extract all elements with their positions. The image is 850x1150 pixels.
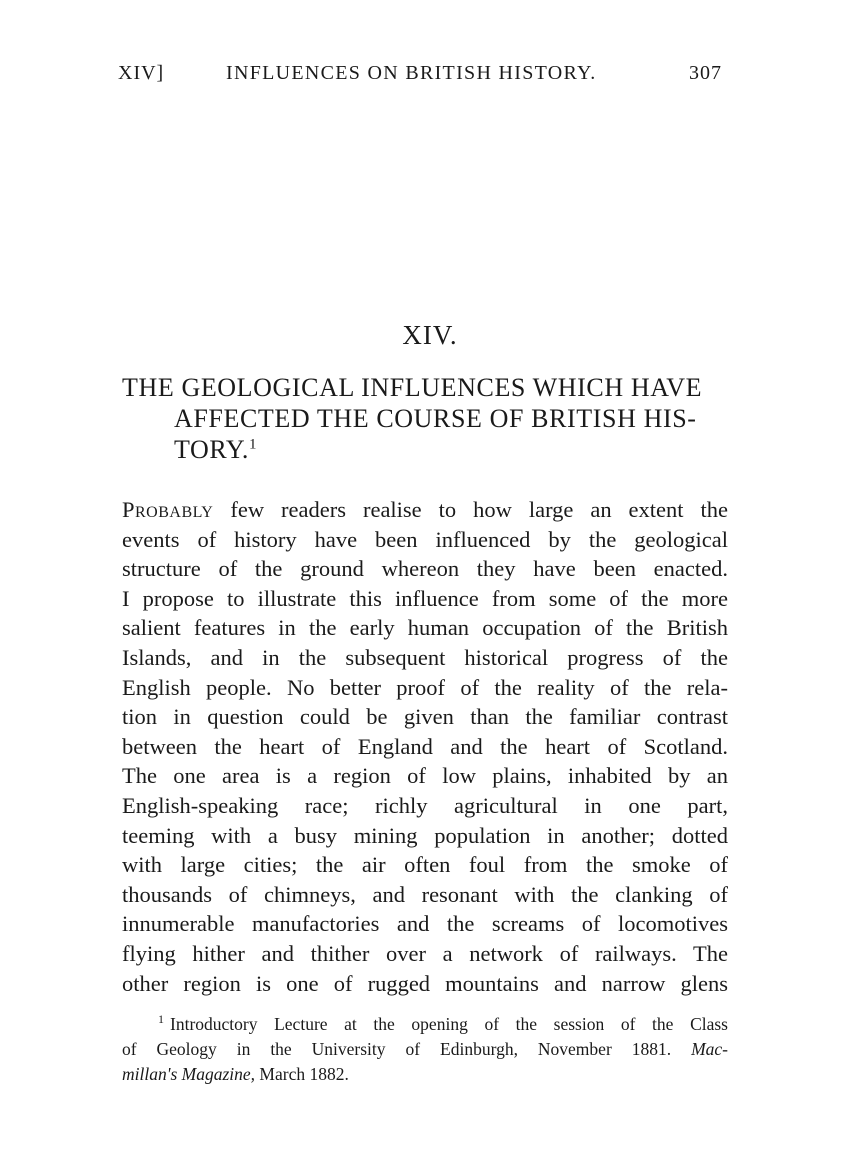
chapter-title-text: TORY. — [174, 435, 250, 464]
lead-word: Probably — [122, 497, 214, 522]
body-line: I propose to illustrate this influence from some of the more — [122, 585, 728, 611]
body-line-text: few readers realise to how large an extent the — [213, 497, 728, 522]
body-line: other region is one of rugged mountains and narrow glens — [122, 970, 728, 996]
body-line: with large cities; the air often foul from the smoke of — [122, 852, 728, 878]
footnote-line — [122, 1037, 728, 1062]
body-line: thousands of chimneys, and resonant with the clanking of — [122, 881, 728, 907]
footnote-italic: Mac- — [691, 1039, 728, 1059]
body-line: teeming with a busy mining population in another; dotted — [122, 822, 728, 848]
footnote-line — [122, 1012, 728, 1037]
chapter-number: XIV. — [402, 320, 458, 350]
footnote-reference: 1 — [249, 436, 258, 453]
running-head — [118, 62, 730, 92]
body-line: salient features in the early human occupation of the British — [122, 615, 728, 641]
body-paragraph — [122, 495, 728, 998]
body-line: innumerable manufactories and the screams of locomotives — [122, 911, 728, 937]
chapter-title — [122, 372, 732, 465]
body-line: English-speaking race; richly agricultural in one part, — [122, 792, 728, 818]
footnote-text: Introductory Lecture at the opening of the session of the Class — [170, 1014, 728, 1034]
footnote-text: March 1882. — [255, 1064, 349, 1084]
body-line: Islands, and in the subsequent historical progress of the — [122, 644, 728, 670]
footnote-mark: 1 — [158, 1012, 164, 1027]
chapter-title-line: AFFECTED THE COURSE OF BRITISH HIS- — [174, 404, 697, 433]
body-line: structure of the ground whereon they have been enacted. — [122, 556, 728, 582]
footnote-line — [122, 1062, 728, 1087]
footnote-text: of Geology in the University of Edinburgh, November 1881. — [122, 1039, 672, 1059]
running-head-title: INFLUENCES ON BRITISH HISTORY. — [226, 62, 597, 84]
body-line: between the heart of England and the heart of Scotland. — [122, 733, 728, 759]
chapter-title-line: THE GEOLOGICAL INFLUENCES WHICH HAVE — [122, 373, 703, 402]
page-number: 307 — [689, 62, 722, 84]
body-line: The one area is a region of low plains, inhabited by an — [122, 763, 728, 789]
chapter-title-line — [122, 434, 732, 465]
body-line: tion in question could be given than the familiar contrast — [122, 704, 728, 730]
body-line: events of history have been influenced by the geological — [122, 526, 728, 552]
body-line — [122, 495, 728, 525]
footnote-italic: millan's Magazine, — [122, 1064, 256, 1084]
body-line: English people. No better proof of the reality of the rela- — [122, 674, 728, 700]
body-line: flying hither and thither over a network of railways. The — [122, 940, 728, 966]
footnote — [122, 1012, 728, 1087]
running-head-chapter: XIV] — [118, 62, 165, 84]
